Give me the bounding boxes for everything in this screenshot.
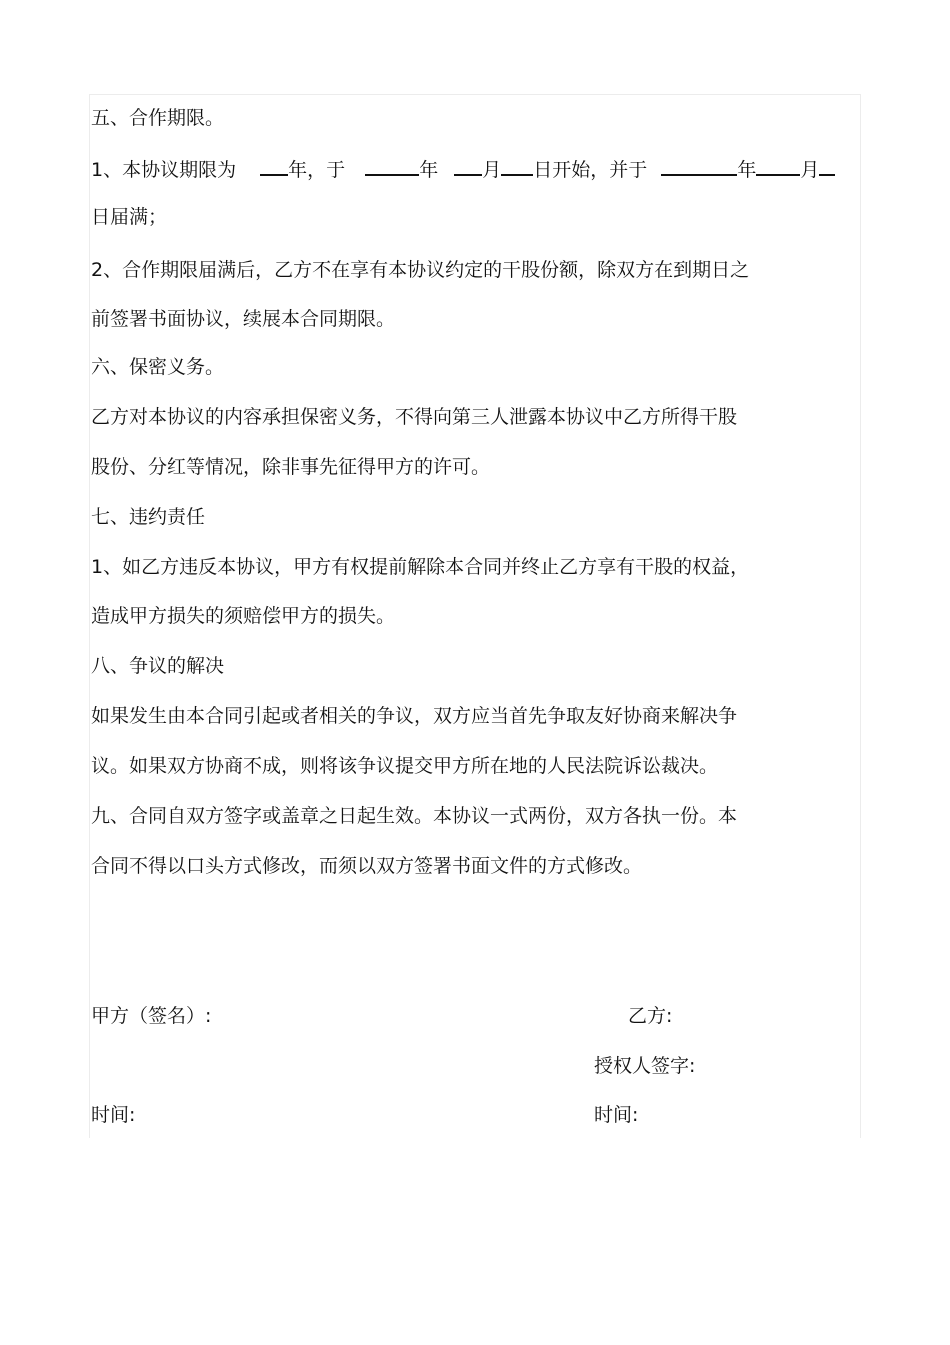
section5-item2-line1: 2、合作期限届满后，乙方不在享有本协议约定的干股份额，除双方在到期日之 bbox=[91, 259, 750, 281]
section5-item1-line1 bbox=[91, 156, 835, 182]
section5-item1-line2: 日届满； bbox=[91, 206, 168, 228]
section7-heading: 七、违约责任 bbox=[91, 506, 206, 528]
start-day-blank[interactable] bbox=[501, 156, 533, 176]
end-month-blank[interactable] bbox=[756, 156, 800, 176]
start-day-unit: 日开始，并于 bbox=[533, 159, 648, 181]
end-year-blank[interactable] bbox=[661, 156, 737, 176]
party-b-time-label: 时间: bbox=[594, 1104, 639, 1126]
party-a-time-label: 时间: bbox=[91, 1104, 136, 1126]
start-year-unit: 年 bbox=[419, 159, 439, 181]
end-day-blank[interactable] bbox=[819, 156, 835, 176]
start-year-blank[interactable] bbox=[365, 156, 419, 176]
section8-heading: 八、争议的解决 bbox=[91, 655, 225, 677]
section5-item2-line2: 前签署书面协议，续展本合同期限。 bbox=[91, 308, 396, 330]
section6-line1: 乙方对本协议的内容承担保密义务，不得向第三人泄露本协议中乙方所得干股 bbox=[91, 406, 738, 428]
term-prefix: 1、本协议期限为 bbox=[91, 159, 237, 181]
section9-line2: 合同不得以口头方式修改，而须以双方签署书面文件的方式修改。 bbox=[91, 855, 643, 877]
term-year-unit: 年，于 bbox=[288, 159, 346, 181]
end-month-unit: 月 bbox=[800, 159, 820, 181]
section7-line1: 1、如乙方违反本协议，甲方有权提前解除本合同并终止乙方享有干股的权益， bbox=[91, 556, 750, 578]
party-b-label: 乙方: bbox=[628, 1005, 673, 1027]
end-year-unit: 年 bbox=[737, 159, 757, 181]
authorized-signer-label: 授权人签字: bbox=[594, 1055, 696, 1077]
party-a-signature-label: 甲方（签名）: bbox=[91, 1005, 212, 1027]
start-month-unit: 月 bbox=[482, 159, 502, 181]
section5-heading: 五、合作期限。 bbox=[91, 107, 225, 129]
section6-heading: 六、保密义务。 bbox=[91, 356, 225, 378]
section8-line1: 如果发生由本合同引起或者相关的争议，双方应当首先争取友好协商来解决争 bbox=[91, 705, 738, 727]
section6-line2: 股份、分红等情况，除非事先征得甲方的许可。 bbox=[91, 456, 491, 478]
term-years-blank[interactable] bbox=[260, 156, 288, 176]
section9-line1: 九、合同自双方签字或盖章之日起生效。本协议一式两份，双方各执一份。本 bbox=[91, 805, 738, 827]
section7-line2: 造成甲方损失的须赔偿甲方的损失。 bbox=[91, 605, 396, 627]
section8-line2: 议。如果双方协商不成，则将该争议提交甲方所在地的人民法院诉讼裁决。 bbox=[91, 755, 719, 777]
start-month-blank[interactable] bbox=[454, 156, 482, 176]
